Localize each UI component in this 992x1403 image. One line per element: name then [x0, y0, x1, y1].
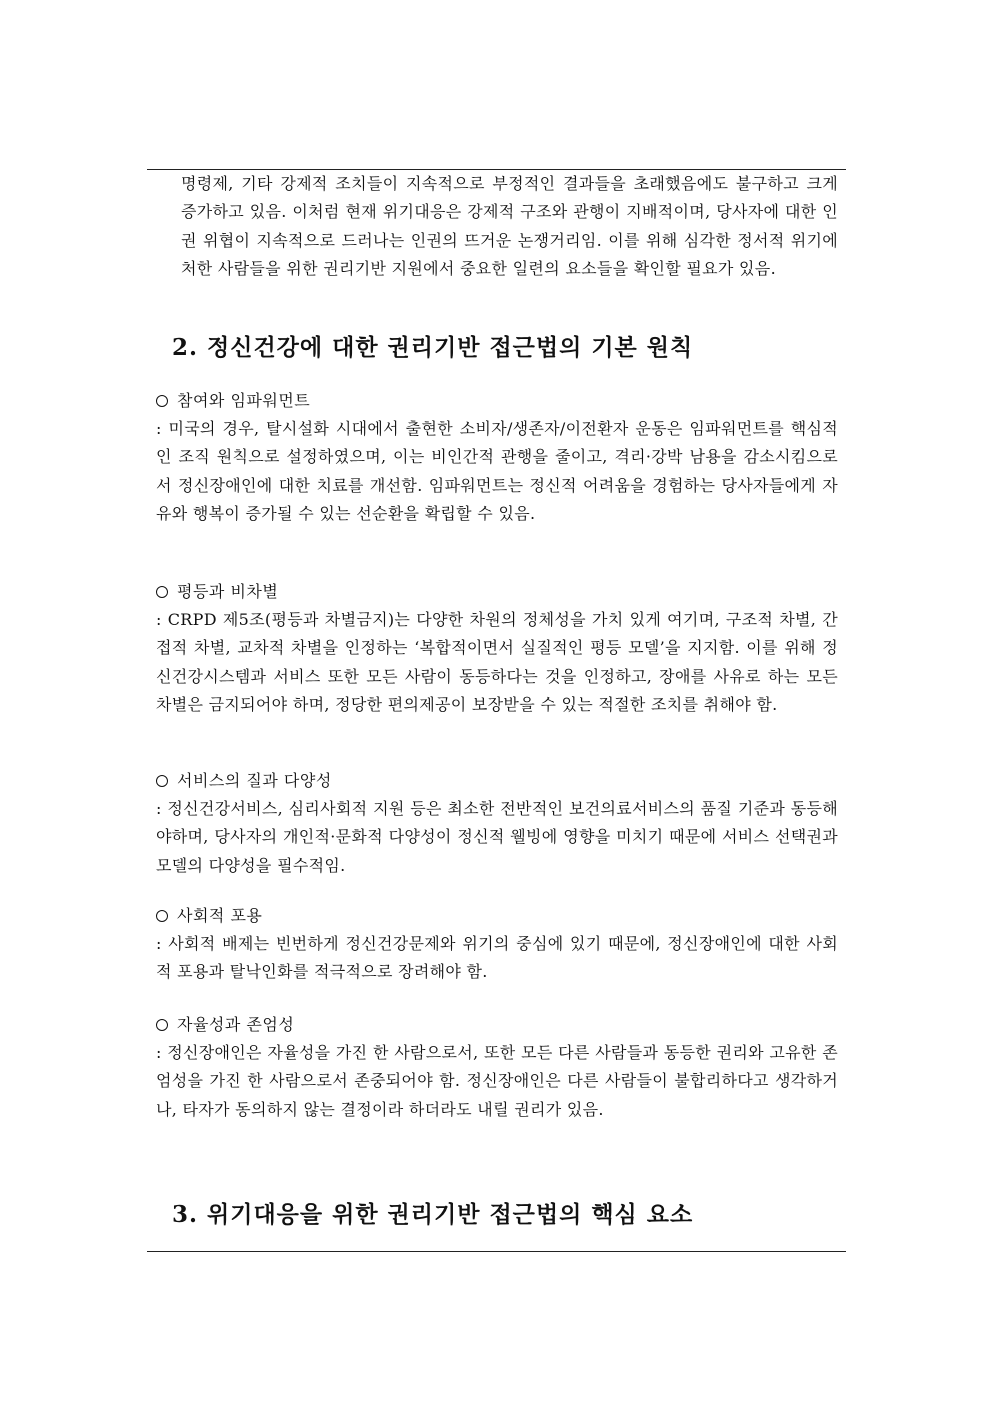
bottom-rule	[147, 1251, 846, 1252]
principle-body: : CRPD 제5조(평등과 차별금지)는 다양한 차원의 정체성을 가치 있게 여기며, 구조적 차별, 간접적 차별, 교차적 차별을 인정하는 ‘복합적이면서 실질적인 평등 모델’을 지지함. 이를 위해 정신건강시스템과 서비스 또한 모든 사람이 동등하다는 것을 인정하고, 장애를 사유로 하는 모든 차별은 금지되어야 하며, 정당한 편의제공이 보장받을 수 있는 적절한 조치를 취해야 함.	[156, 610, 838, 714]
circle-bullet-icon	[156, 586, 168, 598]
principle-title	[156, 902, 838, 930]
principle-title	[156, 578, 838, 606]
principle-title	[156, 1011, 838, 1039]
principle-title-text: 자율성과 존엄성	[177, 1015, 295, 1034]
principle-body: : 미국의 경우, 탈시설화 시대에서 출현한 소비자/생존자/이전환자 운동은 임파워먼트를 핵심적인 조직 원칙으로 설정하였으며, 이는 비인간적 관행을 줄이고, 격리·강박 남용을 감소시킴으로서 정신장애인에 대한 치료를 개선함. 임파워먼트는 정신적 어려움을 경험하는 당사자들에게 자유와 행복이 증가될 수 있는 선순환을 확립할 수 있음.	[156, 419, 838, 523]
circle-bullet-icon	[156, 395, 168, 407]
section-heading-2: 2. 정신건강에 대한 권리기반 접근법의 기본 원칙	[172, 334, 694, 361]
principle-equality	[156, 578, 838, 719]
section-heading-3: 3. 위기대응을 위한 권리기반 접근법의 핵심 요소	[172, 1201, 694, 1228]
principle-body: : 사회적 배제는 빈번하게 정신건강문제와 위기의 중심에 있기 때문에, 정신장애인에 대한 사회적 포용과 탈낙인화를 적극적으로 장려해야 함.	[156, 934, 838, 982]
principle-inclusion	[156, 902, 838, 987]
principle-title-text: 사회적 포용	[177, 906, 263, 925]
circle-bullet-icon	[156, 775, 168, 787]
principle-body: : 정신장애인은 자율성을 가진 한 사람으로서, 또한 모든 다른 사람들과 동등한 권리와 고유한 존엄성을 가진 한 사람으로서 존중되어야 함. 정신장애인은 다른 사람들이 불합리하다고 생각하거나, 타자가 동의하지 않는 결정이라 하더라도 내릴 권리가 있음.	[156, 1043, 838, 1119]
principle-title-text: 참여와 임파워먼트	[177, 391, 311, 410]
intro-paragraph: 명령제, 기타 강제적 조치들이 지속적으로 부정적인 결과들을 초래했음에도 불구하고 크게 증가하고 있음. 이처럼 현재 위기대응은 강제적 구조와 관행이 지배적이며, 당사자에 대한 인권 위협이 지속적으로 드러나는 인권의 뜨거운 논쟁거리임. 이를 위해 심각한 정서적 위기에 처한 사람들을 위한 권리기반 지원에서 중요한 일련의 요소들을 확인할 필요가 있음.	[181, 174, 838, 278]
principle-title	[156, 387, 838, 415]
principle-title-text: 서비스의 질과 다양성	[177, 771, 332, 790]
principle-participation	[156, 387, 838, 528]
principle-autonomy	[156, 1011, 838, 1124]
principle-quality	[156, 767, 838, 880]
principle-title-text: 평등과 비차별	[177, 582, 279, 601]
principle-title	[156, 767, 838, 795]
principle-body: : 정신건강서비스, 심리사회적 지원 등은 최소한 전반적인 보건의료서비스의 품질 기준과 동등해야하며, 당사자의 개인적·문화적 다양성이 정신적 웰빙에 영향을 미치기 때문에 서비스 선택권과 모델의 다양성을 필수적임.	[156, 799, 838, 875]
circle-bullet-icon	[156, 910, 168, 922]
circle-bullet-icon	[156, 1019, 168, 1031]
